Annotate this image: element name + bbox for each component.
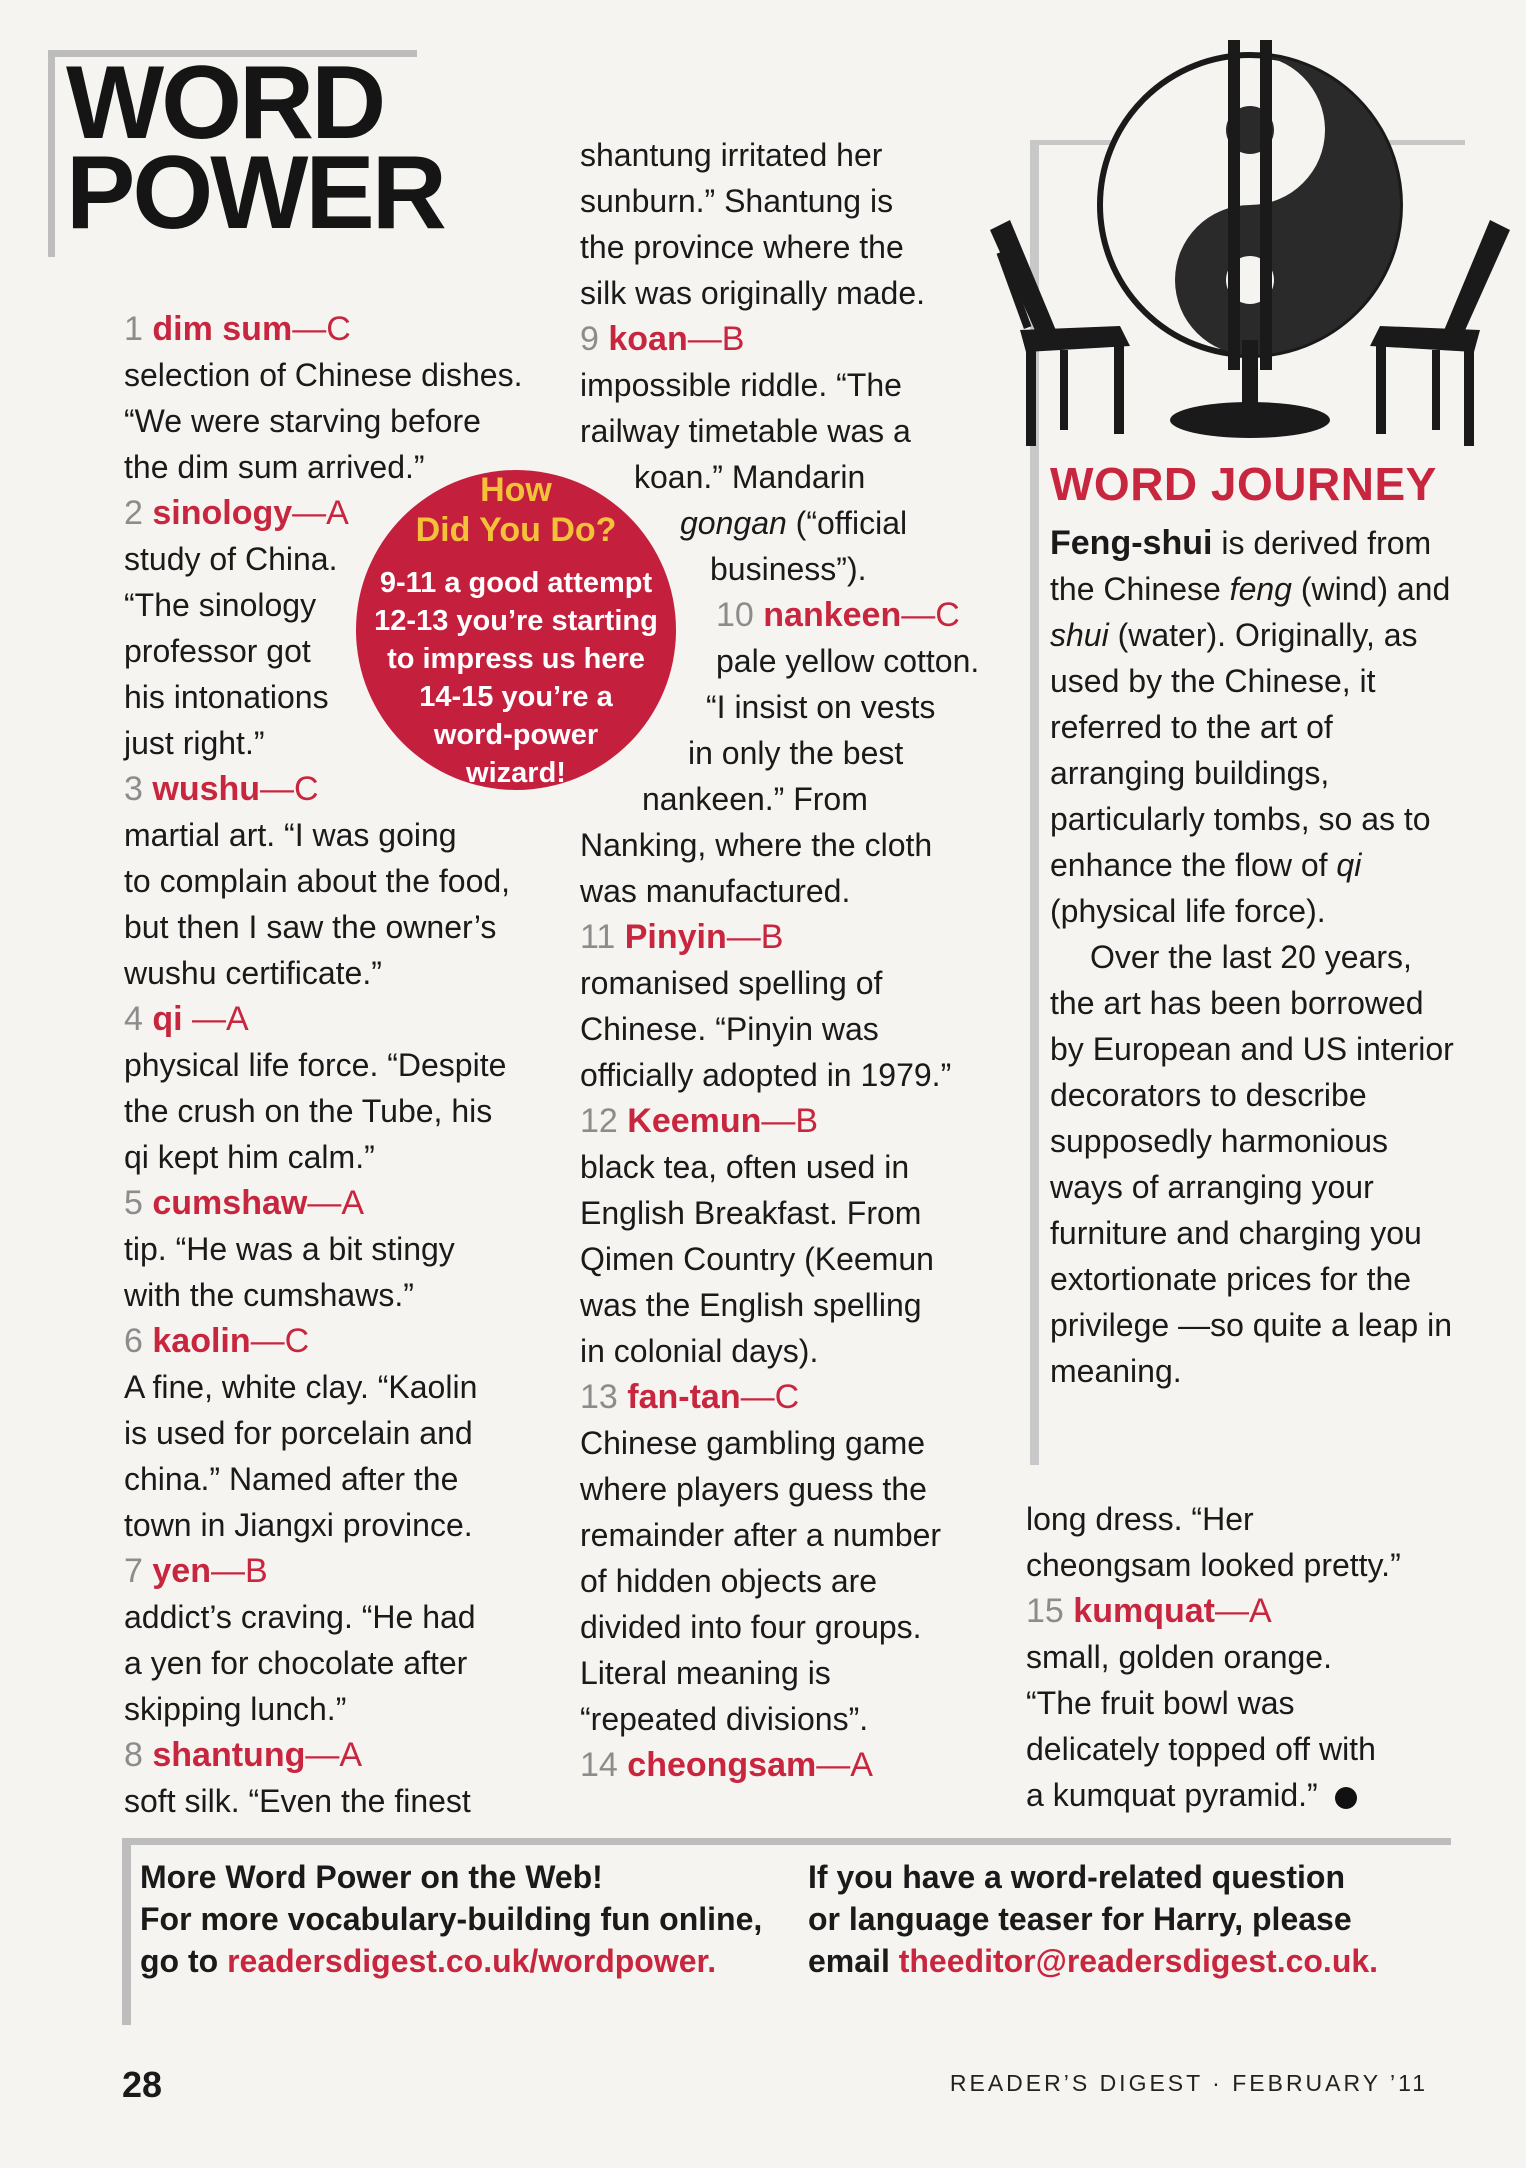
entry-answer: B (244, 1552, 268, 1590)
entry-word: cheongsam (627, 1746, 817, 1784)
entry-answer: B (721, 320, 745, 358)
entry-14-head: 14 cheongsam—A (580, 1746, 873, 1784)
entry-10-head: 10 nankeen—C (716, 596, 960, 634)
entry-word: shantung (152, 1736, 306, 1774)
entry-answer: B (760, 918, 784, 956)
entry-answer: C (935, 596, 960, 634)
entry-word: nankeen (763, 596, 902, 634)
entry-answer: A (326, 494, 349, 532)
answers-column-3 (1026, 1496, 1466, 1818)
entry-3-head: 3 wushu—C (124, 770, 319, 808)
entry-1-head: 1 dim sum—C (124, 310, 351, 348)
entry-answer: A (341, 1184, 365, 1222)
entry-word: wushu (152, 770, 261, 808)
entry-word: koan (608, 320, 688, 358)
entry-4-head: 4 qi —A (124, 1000, 249, 1038)
entry-11-body: romanised spelling of Chinese. “Pinyin was officially adopted in 1979.” (580, 965, 952, 1093)
entry-8-body: soft silk. “Even the finest (124, 1783, 471, 1819)
word-journey-p2: Over the last 20 years, the art has been borrowed by European and US interior decorators to describe supposedly harmonious ways of arranging your furniture and charging you extortionate prices for the privilege —so quite a leap in meaning. (1050, 939, 1454, 1389)
footer-contact: If you have a word-related question or language teaser for Harry, please email theeditor@readersdigest.co.uk. (808, 1859, 1379, 1979)
entry-8-body-cont: shantung irritated her sunburn.” Shantung is the province where the silk was originally made. (580, 137, 926, 311)
entry-11-head: 11 Pinyin—B (580, 918, 784, 956)
entry-7-head: 7 yen—B (124, 1552, 268, 1590)
entry-2-body: study of China. “The sinology professor got his intonations just right.” (124, 541, 338, 761)
editor-email-link[interactable]: theeditor@readersdigest.co.uk. (898, 1943, 1379, 1979)
entry-5-head: 5 cumshaw—A (124, 1184, 365, 1222)
page-number: 28 (122, 2064, 163, 2105)
entry-answer: C (294, 770, 319, 808)
entry-6-body: A fine, white clay. “Kaolin is used for porcelain and china.” Named after the town in Jiangxi province. (124, 1369, 478, 1543)
entry-word: kaolin (152, 1322, 251, 1360)
entry-word: Pinyin (624, 918, 727, 956)
word-journey-p1: Feng-shui is derived from the Chinese feng (wind) and shui (water). Originally, as used by the Chinese, it referred to the art of arranging buildings, particularly tombs, so as to enhance the flow of qi (physical life force). (1050, 524, 1451, 929)
entry-word: kumquat (1073, 1592, 1215, 1630)
page-title (66, 45, 444, 251)
entry-5-body: tip. “He was a bit stingy with the cumshaws.” (124, 1231, 455, 1313)
end-mark-icon (1335, 1787, 1357, 1809)
yin-yang-dollar-icon (1100, 40, 1400, 438)
entry-3-body: martial art. “I was going to complain about the food, but then I saw the owner’s wushu certificate.” (124, 817, 511, 991)
word-journey-title: WORD JOURNEY (1050, 458, 1437, 510)
magazine-issue: READER’S DIGEST · FEBRUARY ’11 (949, 2070, 1428, 2096)
wordpower-link[interactable]: readersdigest.co.uk/wordpower. (227, 1943, 717, 1979)
title-line-2: POWER (66, 135, 444, 251)
entry-answer: C (774, 1378, 800, 1416)
entry-word: yen (152, 1552, 211, 1590)
entry-12-head: 12 Keemun—B (580, 1102, 819, 1140)
entry-6-head: 6 kaolin—C (124, 1322, 310, 1360)
entry-14-body: long dress. “Her cheongsam looked pretty.” (1026, 1501, 1401, 1583)
entry-answer: C (284, 1322, 310, 1360)
entry-9-body: impossible riddle. “The railway timetable was a koan.” Mandarin gongan (“official business”). (580, 367, 911, 587)
word-journey (1050, 454, 1460, 1394)
title-line-1: WORD (66, 45, 384, 161)
entry-12-body: black tea, often used in English Breakfast. From Qimen Country (Keemun was the English spelling in colonial days). (580, 1149, 934, 1369)
entry-1-body: selection of Chinese dishes. “We were starving before the dim sum arrived.” (124, 357, 523, 485)
entry-word: qi (152, 1000, 183, 1038)
entry-answer: A (226, 1000, 249, 1038)
entry-15-body: small, golden orange. “The fruit bowl was delicately topped off with a kumquat pyramid.” (1026, 1639, 1376, 1813)
entry-answer: A (1248, 1592, 1272, 1630)
entry-answer: B (795, 1102, 819, 1140)
entry-answer: A (339, 1736, 363, 1774)
footer-web-promo: More Word Power on the Web! For more vocabulary-building fun online, go to readersdigest.co.uk/wordpower. (140, 1859, 763, 1979)
entry-9-head: 9 koan—B (580, 320, 745, 358)
badge-title: How Did You Do? (415, 471, 617, 549)
entry-answer: A (850, 1746, 873, 1784)
entry-word: cumshaw (152, 1184, 308, 1222)
answers-column-2 (580, 132, 1010, 1788)
badge-scores: 9-11 a good attempt 12-13 you’re starting to impress us here 14-15 you’re a word-power wizard! (374, 567, 658, 789)
entry-15-head: 15 kumquat—A (1026, 1592, 1272, 1630)
entry-word: dim sum (152, 310, 293, 348)
entry-13-body: Chinese gambling game where players guess the remainder after a number of hidden objects are divided into four groups. Literal meaning is “repeated divisions”. (580, 1425, 942, 1737)
entry-word: sinology (152, 494, 293, 532)
entry-2-head: 2 sinology—A (124, 494, 349, 532)
entry-answer: C (326, 310, 351, 348)
entry-word: fan-tan (627, 1378, 741, 1416)
entry-8-head: 8 shantung—A (124, 1736, 363, 1774)
score-badge (356, 470, 676, 790)
entry-13-head: 13 fan-tan—C (580, 1378, 800, 1416)
entry-10-body: pale yellow cotton. “I insist on vests in only the best nankeen.” From Nanking, where the cloth was manufactured. (580, 643, 980, 909)
feng-shui-illustration (980, 40, 1520, 460)
entry-4-body: physical life force. “Despite the crush on the Tube, his qi kept him calm.” (124, 1047, 507, 1175)
entry-word: Keemun (627, 1102, 762, 1140)
entry-7-body: addict’s craving. “He had a yen for chocolate after skipping lunch.” (124, 1599, 476, 1727)
